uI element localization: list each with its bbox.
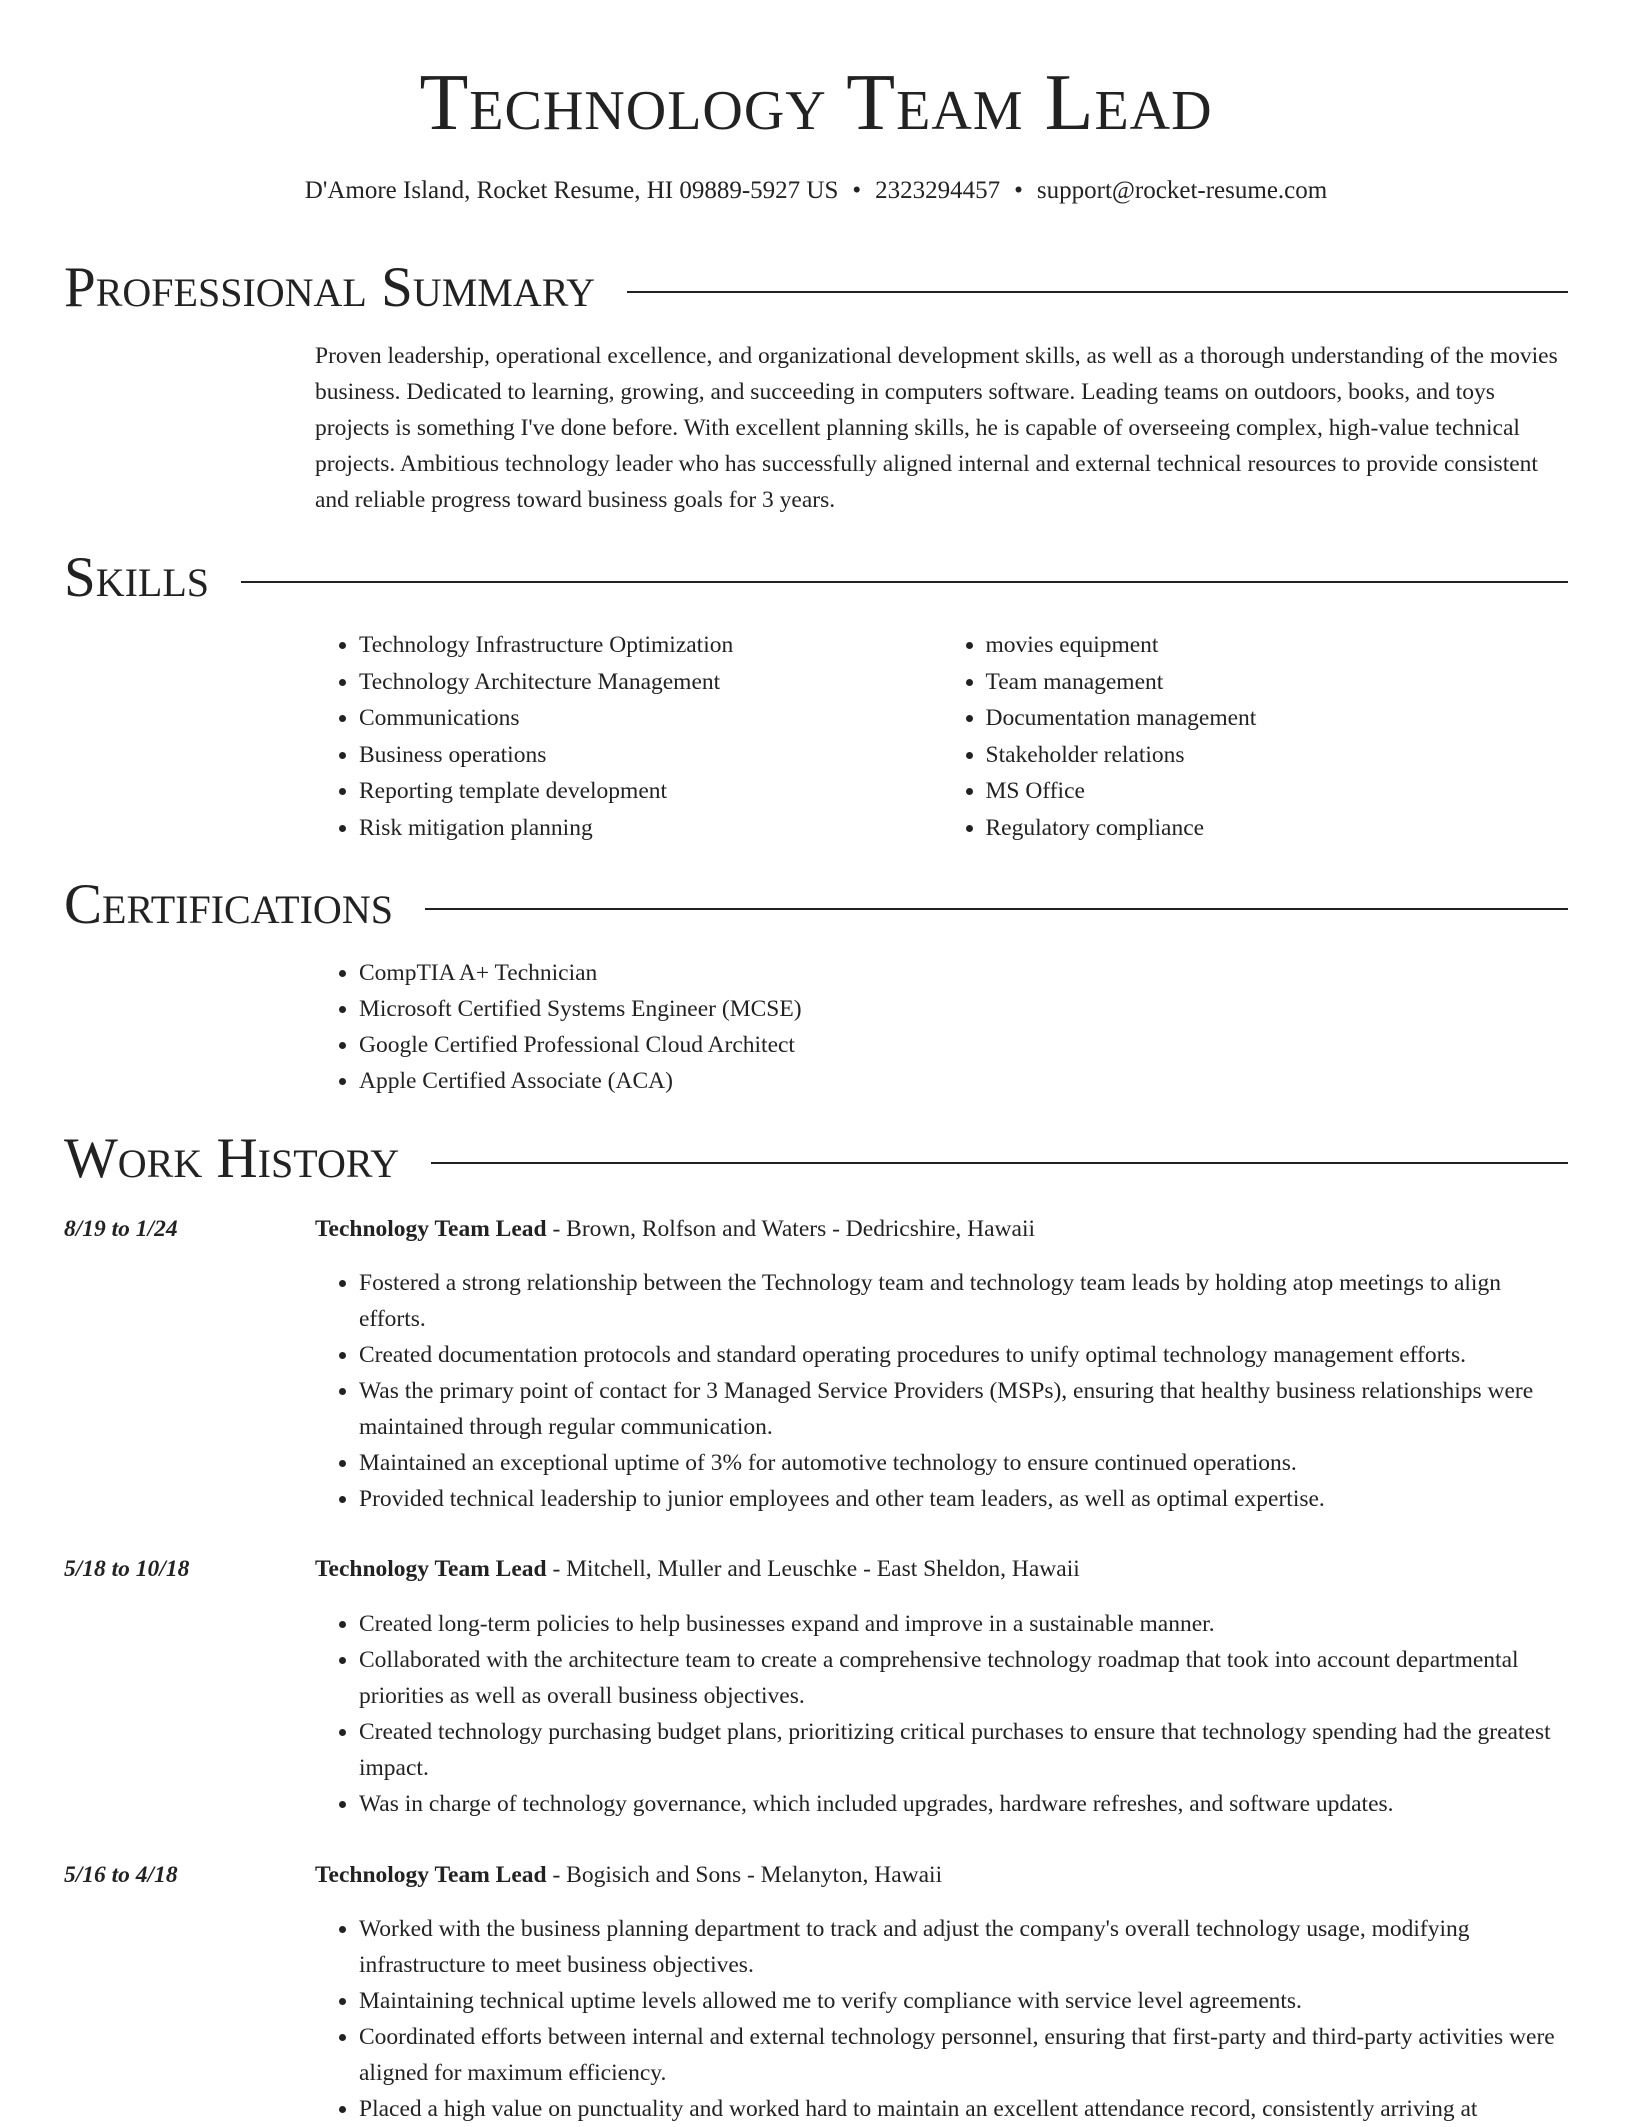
skill-item: • movies equipment — [986, 627, 1569, 664]
skill-item: • Reporting template development — [359, 773, 942, 810]
job-heading — [315, 1211, 1568, 1247]
job-heading — [315, 1857, 1568, 1893]
skills-column-right — [942, 627, 1569, 846]
section-divider — [627, 291, 1568, 293]
job-bullet: • Created long-term policies to help businesses expand and improve in a sustainable manner. — [359, 1606, 1568, 1642]
job-employer: - Bogisich and Sons - Melanyton, Hawaii — [546, 1862, 943, 1888]
job-dates: 8/19 to 1/24 — [64, 1216, 178, 1242]
resume-title: Technology Team Lead — [419, 59, 1213, 147]
job-employer: - Brown, Rolfson and Waters - Dedricshire, Hawaii — [546, 1216, 1036, 1242]
skill-item: • MS Office — [986, 773, 1569, 810]
section-title: Certifications — [64, 873, 393, 936]
job-employer: - Mitchell, Muller and Leuschke - East Sheldon, Hawaii — [546, 1556, 1080, 1582]
job-bullet: • Coordinated efforts between internal and external technology personnel, ensuring that first-party and third-party activities were aligned for maximum efficiency. — [359, 2019, 1568, 2091]
job-bullets — [315, 1606, 1568, 1822]
job-bullet: • Was in charge of technology governance, which included upgrades, hardware refreshes, and software updates. — [359, 1786, 1568, 1822]
job-bullet: • Collaborated with the architecture team to create a comprehensive technology roadmap that took into account departmental priorities as well as overall business objectives. — [359, 1642, 1568, 1714]
job-dates: 5/16 to 4/18 — [64, 1862, 178, 1888]
separator-dot: • — [1014, 177, 1023, 204]
job-bullet: • Maintaining technical uptime levels allowed me to verify compliance with service level agreements. — [359, 1983, 1568, 2019]
certification-item: • CompTIA A+ Technician — [359, 955, 1568, 991]
skill-item: • Technology Architecture Management — [359, 664, 942, 701]
job-title: Technology Team Lead — [315, 1862, 547, 1888]
job-bullet: • Provided technical leadership to junior employees and other team leaders, as well as optimal expertise. — [359, 1481, 1568, 1517]
skill-item: • Business operations — [359, 737, 942, 774]
skill-item: • Risk mitigation planning — [359, 810, 942, 847]
job-bullet: • Created technology purchasing budget plans, prioritizing critical purchases to ensure that technology spending had the greatest impact. — [359, 1714, 1568, 1786]
phone: 2323294457 — [875, 177, 1001, 204]
skill-item: • Technology Infrastructure Optimization — [359, 627, 942, 664]
skill-item: • Stakeholder relations — [986, 737, 1569, 774]
job-bullet: • Was the primary point of contact for 3 Managed Service Providers (MSPs), ensuring that healthy business relationships were maintained through regular communication. — [359, 1373, 1568, 1445]
skill-item: • Team management — [986, 664, 1569, 701]
section-title: Work History — [64, 1127, 400, 1190]
job-title: Technology Team Lead — [315, 1216, 547, 1242]
summary-paragraph: Proven leadership, operational excellence, and organizational development skills, as well as a thorough understanding of the movies business. Dedicated to learning, growing, and succeeding in computers software. Leading teams on outdoors, books, and toys projects is something I've done before. With excellent planning skills, he is capable of overseeing complex, high-value technical projects. Ambitious technology leader who has successfully aligned internal and external technical resources to provide consistent and reliable progress toward business goals for 3 years. — [315, 343, 1558, 513]
contact-line — [0, 176, 1632, 206]
separator-dot: • — [852, 177, 862, 204]
skills-list — [315, 627, 1568, 846]
section-title: Skills — [64, 546, 210, 609]
certification-item: • Apple Certified Associate (ACA) — [359, 1063, 1568, 1099]
certifications-list — [315, 955, 1568, 1099]
job-bullets — [315, 1911, 1568, 2127]
section-skills — [64, 546, 1568, 610]
section-work-history — [64, 1127, 1568, 1191]
section-professional-summary — [64, 256, 1568, 320]
job-bullet: • Worked with the business planning department to track and adjust the company's overall technology usage, modifying infrastructure to meet business objectives. — [359, 1911, 1568, 1983]
job-bullets — [315, 1265, 1568, 1517]
skills-column-left — [315, 627, 942, 846]
skill-item: • Communications — [359, 700, 942, 737]
job-bullet: • Maintained an exceptional uptime of 3% for automotive technology to ensure continued operations. — [359, 1445, 1568, 1481]
job-bullet: • Created documentation protocols and standard operating procedures to unify optimal technology management efforts. — [359, 1337, 1568, 1373]
job-bullet: • Placed a high value on punctuality and worked hard to maintain an excellent attendance record, consistently arriving at — [359, 2091, 1568, 2127]
certification-item: • Google Certified Professional Cloud Architect — [359, 1027, 1568, 1063]
address: D'Amore Island, Rocket Resume, HI 09889-5927 US — [304, 177, 839, 204]
section-divider — [241, 581, 1568, 583]
job-bullet: • Fostered a strong relationship between the Technology team and technology team leads by holding atop meetings to align efforts. — [359, 1265, 1568, 1337]
job-dates: 5/18 to 10/18 — [64, 1556, 190, 1582]
certification-item: • Microsoft Certified Systems Engineer (MCSE) — [359, 991, 1568, 1027]
skill-item: • Regulatory compliance — [986, 810, 1569, 847]
job-title: Technology Team Lead — [315, 1556, 547, 1582]
skill-item: • Documentation management — [986, 700, 1569, 737]
section-divider — [431, 1162, 1568, 1164]
section-title: Professional Summary — [64, 256, 596, 319]
section-divider — [425, 908, 1568, 910]
email: support@rocket-resume.com — [1036, 177, 1328, 204]
section-certifications — [64, 873, 1568, 937]
job-heading — [315, 1551, 1568, 1587]
